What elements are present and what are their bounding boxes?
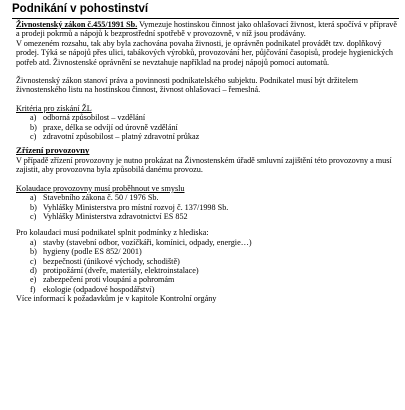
item-label: d) (30, 265, 37, 275)
item-label: c) (30, 132, 37, 142)
item-text: zabezpečení proti vloupání a pohromám (43, 275, 175, 285)
list-item (30, 193, 399, 202)
list-item (30, 203, 399, 212)
list-item (30, 123, 399, 132)
list-item (30, 275, 399, 284)
list-item (30, 238, 399, 247)
item-text: bezpečnosti (únikové východy, schodiště) (43, 256, 180, 266)
establishment-heading: Zřízení provozovny (16, 145, 90, 156)
item-text: stavby (stavební odbor, vozíčkáři, komínici, odpady, energie…) (43, 237, 252, 247)
item-text: Stavebního zákona č. 50 / 1976 Sb. (43, 193, 159, 203)
intro-paragraph (16, 20, 399, 39)
item-label: a) (30, 237, 37, 247)
rights-paragraph: Živnostenský zákon stanoví práva a povinnosti podnikatelského subjektu. Podnikatel musí být držitelem živnostenského listu na hostinskou činnost, živnost ohlašovací – řemeslná. (16, 76, 359, 95)
list-item (30, 113, 399, 122)
more-info-note: Více informací k požadavkům je v kapitole Kontrolní orgány (16, 294, 217, 304)
law-title: Živnostenský zákon č.455/1991 Sb. (16, 20, 138, 29)
conditions-heading: Pro kolaudaci musí podnikatel splnit podmínky z hlediska: (16, 228, 209, 238)
list-item (30, 212, 399, 221)
item-label: a) (30, 193, 37, 203)
item-label: b) (30, 247, 37, 257)
item-text: odborná způsobilost – vzdělání (43, 113, 146, 123)
approval-heading: Kolaudace provozovny musí proběhnout ve smyslu (16, 183, 185, 193)
item-label: a) (30, 113, 37, 123)
item-label: c) (30, 211, 37, 221)
law-description: Vymezuje hostinskou činnost jako ohlašovací živnost, která spočívá v přípravě a prodeji pokrmů a nápojů k bezprostřední spotřebě v provozovně, v níž jsou prodávány. (16, 20, 397, 39)
page-title: Podnikání v pohostinství (12, 3, 399, 19)
conditions-list (16, 238, 399, 294)
item-text: protipožární (dveře, materiály, elektroinstalace) (43, 265, 199, 275)
item-label: b) (30, 122, 37, 132)
item-text: hygieny (podle ES 852/ 2001) (43, 247, 142, 257)
item-label: c) (30, 256, 37, 266)
list-item (30, 285, 399, 294)
establishment-paragraph: V případě zřízení provozovny je nutno prokázat na Živnostenském úřadě smluvní zajištění této provozovny a musí zajistit, aby provozovna byla způsobilá danému provozu. (16, 155, 392, 175)
supplementary-sales-paragraph: V omezeném rozsahu, tak aby byla zachována povaha živnosti, je oprávněn podnikatel provádět tzv. doplňkový prodej. Týká se nápojů přes ulici, tabákových výrobků, provozování her, půjčování časopisů, prodeje hygienických potřeb atd. Živnostenské oprávnění se nevztahuje například na prodej nápojů pomocí automatů. (16, 38, 393, 67)
list-item (30, 132, 399, 141)
criteria-list (16, 113, 399, 141)
list-item (30, 257, 399, 266)
list-item (30, 247, 399, 256)
list-item (30, 266, 399, 275)
item-text: ekologie (odpadové hospodářství) (43, 284, 155, 294)
item-text: Vyhlášky Ministerstva pro místní rozvoj č. 137/1998 Sb. (43, 202, 229, 212)
item-label: f) (30, 284, 36, 294)
criteria-heading: Kritéria pro získání ŽL (16, 103, 92, 113)
approval-list (16, 193, 399, 221)
item-text: zdravotní způsobilost – platný zdravotní průkaz (43, 132, 200, 142)
item-label: b) (30, 202, 37, 212)
item-label: e) (30, 275, 37, 285)
item-text: Vyhlášky Ministerstva zdravotnictví ES 852 (43, 211, 188, 221)
item-text: praxe, délka se odvíjí od úrovně vzdělání (43, 122, 178, 132)
